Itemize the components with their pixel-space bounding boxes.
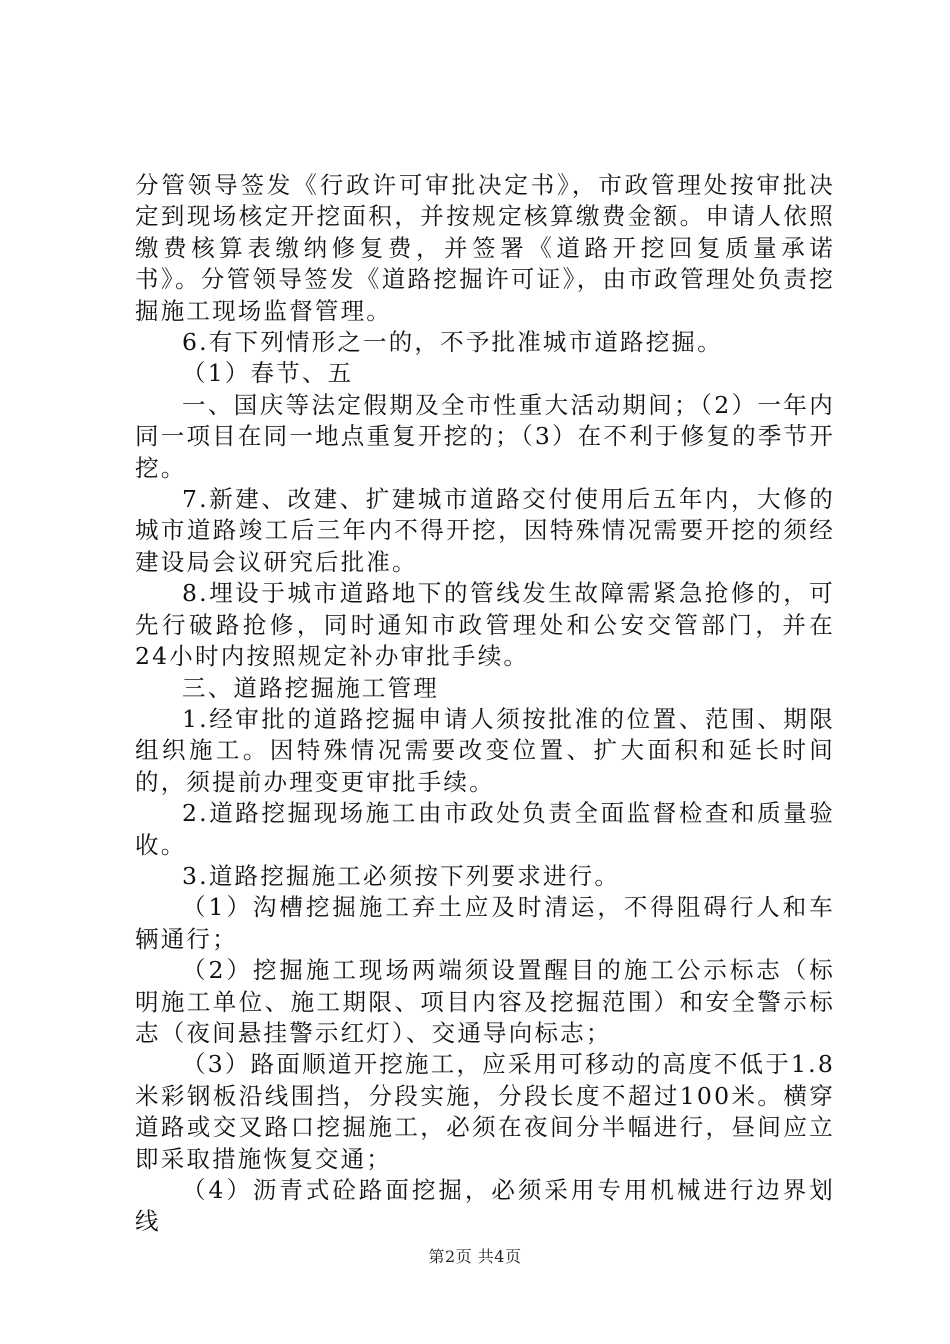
paragraph-3: （1）春节、五: [182, 359, 354, 388]
paragraph-13: （4）沥青式砼路面挖掘，必须采用专用机械进行边界划线: [135, 1176, 835, 1236]
paragraph-5: 7.新建、改建、扩建城市道路交付使用后五年内，大修的城市道路竣工后三年内不得开挖，因特殊情况需要开挖的须经建设局会议研究后批准。: [135, 485, 835, 576]
section-heading: 三、道路挖掘施工管理: [182, 673, 439, 702]
paragraph-4: 一、国庆等法定假期及全市性重大活动期间；（2）一年内同一项目在同一地点重复开挖的；（3）在不利于修复的季节开挖。: [135, 390, 835, 482]
paragraph-11: （2）挖掘施工现场两端须设置醒目的施工公示标志（标明施工单位、施工期限、项目内容及挖掘范围）和安全警示标志（夜间悬挂警示红灯）、交通导向标志；: [135, 956, 835, 1047]
document-body: [135, 170, 835, 1238]
paragraph-12: （3）路面顺道开挖施工，应采用可移动的高度不低于1.8米彩钢板沿线围挡，分段实施，分段长度不超过100米。横穿道路或交叉路口挖掘施工，必须在夜间分半幅进行，昼间应立即采取措施恢复交通；: [135, 1050, 835, 1173]
paragraph-9: 3.道路挖掘施工必须按下列要求进行。: [182, 861, 621, 890]
paragraph-6: 8.埋设于城市道路地下的管线发生故障需紧急抢修的，可先行破路抢修，同时通知市政管理处和公安交管部门，并在24小时内按照规定补办审批手续。: [135, 579, 835, 671]
paragraph-1: 分管领导签发《行政许可审批决定书》，市政管理处按审批决定到现场核定开挖面积，并按规定核算缴费金额。申请人依照缴费核算表缴纳修复费，并签署《道路开挖回复质量承诺书》。分管领导签发《道路挖掘许可证》，由市政管理处负责挖掘施工现场监督管理。: [135, 171, 835, 325]
paragraph-7: 1.经审批的道路挖掘申请人须按批准的位置、范围、期限组织施工。因特殊情况需要改变位置、扩大面积和延长时间的，须提前办理变更审批手续。: [135, 704, 835, 796]
paragraph-8: 2.道路挖掘现场施工由市政处负责全面监督检查和质量验收。: [135, 799, 835, 859]
paragraph-2: 6.有下列情形之一的，不予批准城市道路挖掘。: [182, 328, 723, 357]
page-number-footer: 第2页 共4页: [428, 1247, 522, 1266]
paragraph-10: （1）沟槽挖掘施工弃土应及时清运，不得阻碍行人和车辆通行；: [135, 893, 835, 953]
